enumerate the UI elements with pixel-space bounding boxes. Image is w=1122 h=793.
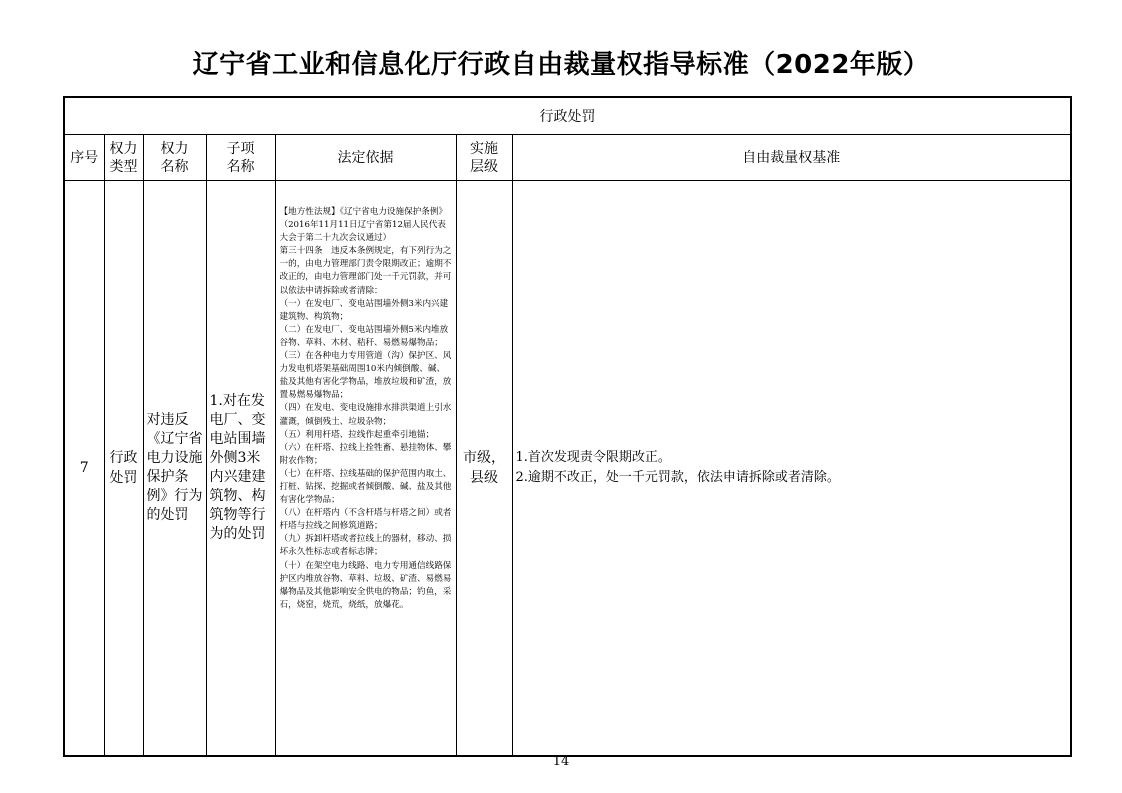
table-header-row <box>64 135 1071 181</box>
cell-standard <box>512 181 1071 757</box>
legal-basis-paragraph: （五）利用杆塔、拉线作起重牵引地锚； <box>279 429 435 440</box>
legal-basis-paragraph: （六）在杆塔、拉线上拴牲畜、悬挂物体、攀附农作物； <box>279 442 452 466</box>
header-level-line2: 层级 <box>470 158 498 175</box>
cell-legal-basis <box>275 181 456 757</box>
header-legal-basis: 法定依据 <box>275 135 456 181</box>
cell-level: 市级，县级 <box>456 181 512 757</box>
legal-basis-paragraph: （二）在发电厂、变电站围墙外侧5米内堆放谷物、草料、木材、秸秆、易燃易爆物品； <box>279 324 449 348</box>
page-title: 辽宁省工业和信息化厅行政自由裁量权指导标准（2022年版） <box>192 50 930 80</box>
header-power-type-line2: 类型 <box>109 158 138 175</box>
header-sub-item-line1: 子项 <box>226 140 255 157</box>
header-level <box>456 135 512 181</box>
header-index: 序号 <box>64 135 104 181</box>
cell-power-name: 对违反《辽宁省电力设施保护条例》行为的处罚 <box>143 181 206 757</box>
header-power-name-line1: 权力 <box>160 140 189 157</box>
legal-basis-paragraph: 第三十四条 违反本条例规定，有下列行为之一的，由电力管理部门责令限期改正；逾期不改正的，由电力管理部门处一千元罚款，并可以依法申请拆除或者清除： <box>279 246 452 296</box>
legal-basis-paragraph: （三）在各种电力专用管道（沟）保护区、风力发电机塔架基础周围10米内倾倒酸、碱、盐及其他有害化学物品，堆放垃圾和矿渣，放置易燃易爆物品； <box>279 351 452 401</box>
header-sub-item <box>206 135 275 181</box>
table-row <box>64 181 1071 757</box>
header-level-line1: 实施 <box>470 140 498 157</box>
legal-basis-paragraph: （十）在架空电力线路、电力专用通信线路保护区内堆放谷物、草料、垃圾、矿渣、易燃易爆物品及其他影响安全供电的物品；钓鱼，采石，烧窑，烧荒，烧纸，放爆花。 <box>279 560 452 610</box>
page-number: 14 <box>552 754 570 769</box>
standard-item: 2.逾期不改正，处一千元罚款，依法申请拆除或者清除。 <box>515 470 840 485</box>
discretion-standard-table <box>63 96 1072 757</box>
header-power-type-line1: 权力 <box>109 140 138 157</box>
header-standard: 自由裁量权基准 <box>512 135 1071 181</box>
cell-index: 7 <box>64 181 104 757</box>
header-sub-item-line2: 名称 <box>226 158 255 175</box>
legal-basis-paragraph: （八）在杆塔内（不含杆塔与杆塔之间）或者杆塔与拉线之间修筑道路； <box>279 508 452 532</box>
cell-sub-item: 1.对在发电厂、变电站围墙外侧3米内兴建建筑物、构筑物等行为的处罚 <box>206 181 275 757</box>
section-title: 行政处罚 <box>64 97 1071 135</box>
cell-power-type: 行政处罚 <box>104 181 143 757</box>
legal-basis-paragraph: （四）在发电、变电设施排水排洪渠道上引水灌溉，倾倒残土、垃圾杂物； <box>279 403 452 427</box>
legal-basis-paragraph: （七）在杆塔、拉线基础的保护范围内取土、打桩、钻探、挖掘或者倾倒酸、碱、盐及其他有害化学物品； <box>279 468 452 506</box>
header-power-name <box>143 135 206 181</box>
header-power-name-line2: 名称 <box>160 158 189 175</box>
standard-item: 1.首次发现责令限期改正。 <box>515 450 671 465</box>
header-power-type <box>104 135 143 181</box>
legal-basis-paragraph: （九）拆卸杆塔或者拉线上的器材，移动、损坏永久性标志或者标志牌； <box>279 534 452 558</box>
legal-basis-paragraph: （一）在发电厂、变电站围墙外侧3米内兴建建筑物、构筑物； <box>279 298 449 322</box>
legal-basis-paragraph: 【地方性法规】《辽宁省电力设施保护条例》（2016年11月11日辽宁省第12届人民代表大会于第二十九次会议通过） <box>279 207 448 244</box>
